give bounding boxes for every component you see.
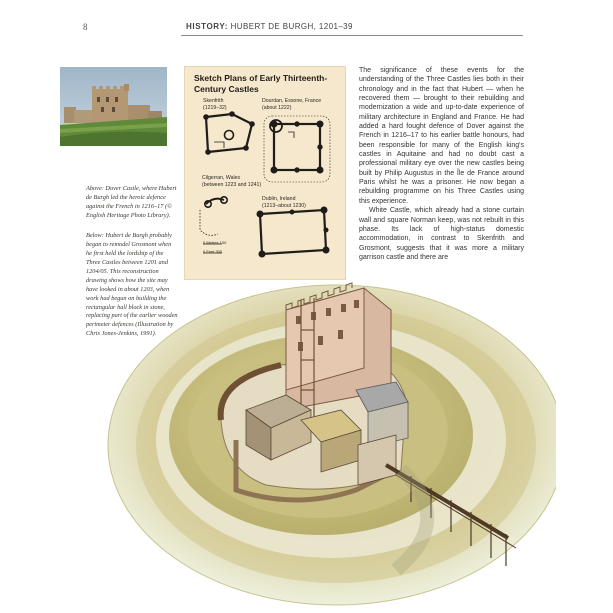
running-head-chapter: HUBERT DE BURGH, 1201–39: [230, 22, 353, 31]
plan-name-dublin: Dublin, Ireland: [262, 196, 296, 202]
plan-name-cilgerran: Cilgerran, Wales: [202, 175, 241, 181]
plan-cilgerran: [200, 197, 227, 236]
plan-dates-skenfrith: (1219–32): [203, 104, 227, 111]
scale-metres: 0 Metres 100: [203, 240, 227, 245]
body-text: [359, 66, 524, 262]
sketch-plans-title: Sketch Plans of Early Thirteenth-Century Castles: [194, 73, 328, 95]
illustration-caption: Below: Hubert de Burgh probably began to remodel Grosmont when he first held the lordship of the Three Castles between 1201 and 1204/05. This reconstruction drawing shows how the site may have looked in about 1203, when work had begun on building the rectangular hall block in stone, replacing part of the earlier wooden perimeter defences (Illustration by Chris Jones-Jenkins, 1991).: [86, 232, 178, 338]
grosmont-reconstruction-illustration: [96, 270, 556, 610]
plan-dates-cilgerran: (between 1223 and 1241): [202, 181, 262, 188]
sketch-plans-drawings: [184, 66, 344, 278]
plan-name-dourdan: Dourdan, Essone, France: [262, 98, 322, 104]
running-head-section: HISTORY:: [186, 22, 228, 31]
scale-feet: 0 Feet 300: [203, 249, 223, 254]
page-number: 8: [83, 22, 88, 32]
plan-dates-dourdan: (about 1222): [262, 104, 292, 111]
plan-name-skenfrith: Skenfrith: [203, 98, 224, 104]
dover-castle-photo: [60, 67, 167, 146]
plan-dublin: [257, 207, 329, 257]
photo-caption: Above: Dover Castle, where Hubert de Burgh led the heroic defence against the French in 1216–17 (© English Heritage Photo Library).: [86, 185, 177, 219]
body-paragraph-2: White Castle, which already had a stone curtain wall and square Norman keep, was not rebuilt in this phase. Its lack of high-status domestic accommodation, in contrast to Skenfrith and Grosmont, suggests that it was more a military garrison castle and there are: [359, 207, 524, 261]
plan-skenfrith: [204, 112, 255, 155]
plan-dates-dublin: (1213–about 1230): [262, 202, 306, 209]
plan-dourdan: [264, 116, 330, 182]
scale-bars: [203, 244, 222, 253]
body-paragraph-1: The significance of these events for the understanding of the Three Castles lies both in their chronology and in the fact that Hubert — when he recovered them — brought to their rebuilding and modernization a wide and up-to-date experience of military architecture in England and France. He had added a hard fought defence of Dover against the French in 1216–17 to his earlier battle honours, had been responsible for many of the English king's castles in Aquitaine and had no doubt cast a professional military eye over the new castles being built by Philip Augustus in the Île de France around Paris whilst he was a prisoner. He now began a rebuilding programme on his Three Castles using this experience.: [359, 67, 524, 205]
running-head: [186, 22, 353, 31]
header-rule: [181, 35, 523, 36]
